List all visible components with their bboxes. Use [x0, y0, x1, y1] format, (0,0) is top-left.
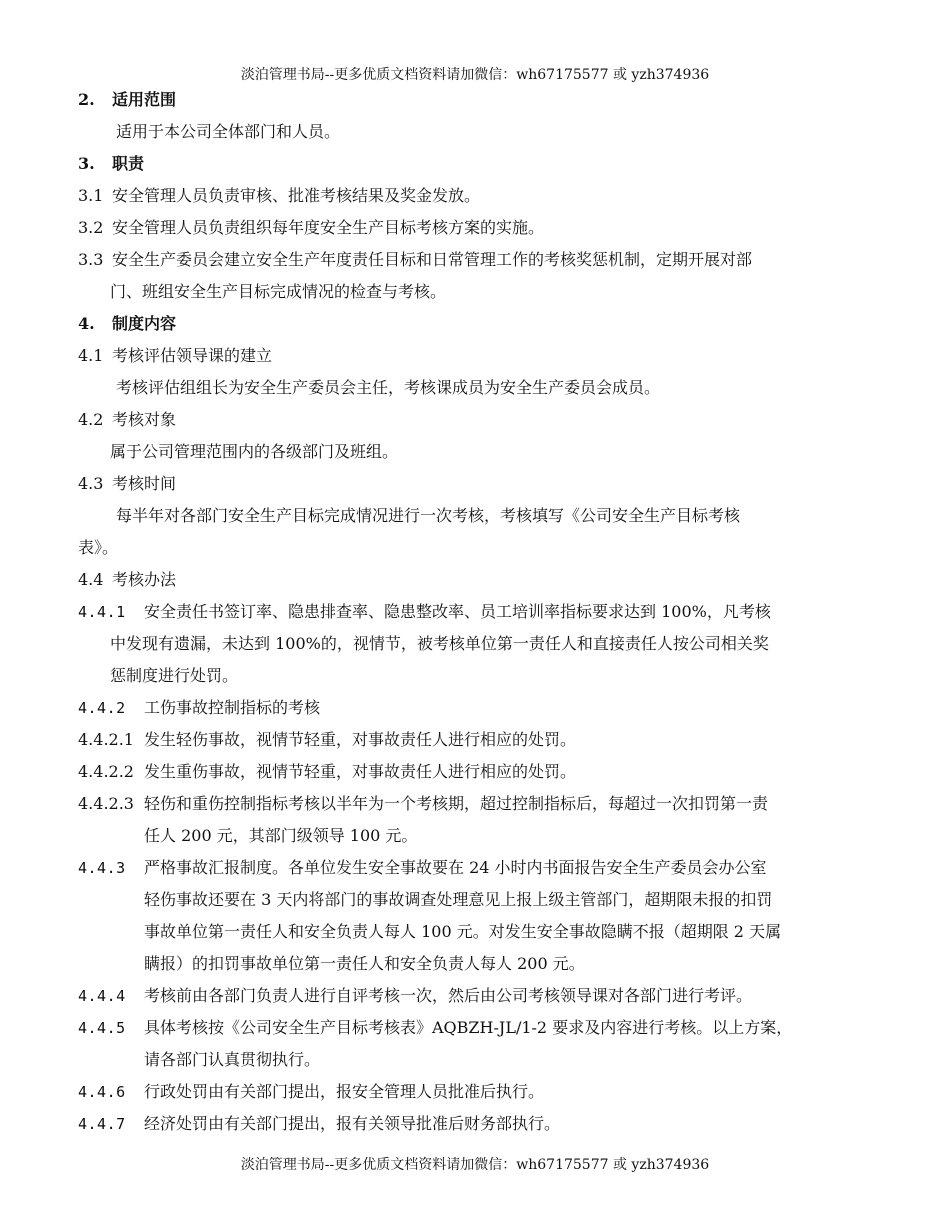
clause-4-2-title: 4.2 考核对象	[78, 410, 177, 429]
clause-4-4-7: 4.4.7 经济处罚由有关部门提出，报有关领导批准后财务部执行。	[78, 1114, 561, 1133]
clause-4-4-1: 4.4.1 安全责任书签订率、隐患排查率、隐患整改率、员工培训率指标要求达到 100%，凡考核	[78, 602, 771, 621]
clause-4-4-4: 4.4.4 考核前由各部门负责人进行自评考核一次，然后由公司考核领导课对各部门进行考评。	[78, 986, 753, 1005]
page-footer: 淡泊管理书局--更多优质文档资料请加微信：wh67175577 或 yzh374936	[240, 1157, 710, 1173]
clause-4-4-3-cont-2: 事故单位第一责任人和安全负责人每人 100 元。对发生安全事故隐瞒不报（超期限 2 天属	[144, 922, 782, 941]
section-2-body: 适用于本公司全体部门和人员。	[116, 122, 341, 141]
clause-3-1: 3.1 安全管理人员负责审核、批准考核结果及奖金发放。	[78, 186, 481, 205]
clause-4-4-2-3: 4.4.2.3 轻伤和重伤控制指标考核以半年为一个考核期，超过控制指标后，每超过一次扣罚第一责	[78, 794, 769, 813]
clause-3-3-cont: 门、班组安全生产目标完成情况的检查与考核。	[110, 282, 447, 301]
clause-4-4-6: 4.4.6 行政处罚由有关部门提出，报安全管理人员批准后执行。	[78, 1082, 545, 1101]
clause-4-4-2-2: 4.4.2.2 发生重伤事故，视情节轻重，对事故责任人进行相应的处罚。	[78, 762, 577, 781]
clause-4-3-body: 每半年对各部门安全生产目标完成情况进行一次考核，考核填写《公司安全生产目标考核	[116, 506, 741, 525]
clause-3-3: 3.3 安全生产委员会建立安全生产年度责任目标和日常管理工作的考核奖惩机制，定期开展对部	[78, 250, 753, 269]
clause-4-4-3: 4.4.3 严格事故汇报制度。各单位发生安全事故要在 24 小时内书面报告安全生产委员会办公室	[78, 858, 767, 877]
section-4-heading: 4. 制度内容	[78, 314, 177, 333]
clause-4-4-2-3-cont: 任人 200 元，其部门级领导 100 元。	[144, 826, 418, 845]
section-2-heading: 2. 适用范围	[78, 90, 177, 109]
clause-4-4-5-cont: 请各部门认真贯彻执行。	[144, 1050, 321, 1069]
section-3-heading: 3. 职责	[78, 154, 145, 173]
clause-4-2-body: 属于公司管理范围内的各级部门及班组。	[110, 442, 399, 461]
clause-4-4-2: 4.4.2 工伤事故控制指标的考核	[78, 698, 321, 717]
clause-4-4-3-cont-3: 瞒报）的扣罚事故单位第一责任人和安全负责人每人 200 元。	[144, 954, 585, 973]
clause-4-4-title: 4.4 考核办法	[78, 570, 177, 589]
clause-4-4-2-1: 4.4.2.1 发生轻伤事故，视情节轻重，对事故责任人进行相应的处罚。	[78, 730, 577, 749]
clause-4-1-title: 4.1 考核评估领导课的建立	[78, 346, 273, 365]
document-body	[78, 84, 884, 1140]
clause-4-4-5: 4.4.5 具体考核按《公司安全生产目标考核表》AQBZH-JL/1-2 要求及内容进行考核。以上方案，	[78, 1018, 793, 1037]
clause-4-4-1-cont-1: 中发现有遗漏，未达到 100%的，视情节，被考核单位第一责任人和直接责任人按公司相关奖	[110, 634, 769, 653]
clause-4-3-title: 4.3 考核时间	[78, 474, 177, 493]
clause-4-3-body-cont: 表》。	[78, 538, 119, 557]
clause-4-4-1-cont-2: 惩制度进行处罚。	[110, 666, 239, 685]
clause-3-2: 3.2 安全管理人员负责组织每年度安全生产目标考核方案的实施。	[78, 218, 545, 237]
clause-4-4-3-cont-1: 轻伤事故还要在 3 天内将部门的事故调查处理意见上报上级主管部门，超期限未报的扣罚	[144, 890, 773, 909]
page-header: 淡泊管理书局--更多优质文档资料请加微信：wh67175577 或 yzh374936	[240, 67, 710, 83]
clause-4-1-body: 考核评估组组长为安全生产委员会主任，考核课成员为安全生产委员会成员。	[116, 378, 661, 397]
